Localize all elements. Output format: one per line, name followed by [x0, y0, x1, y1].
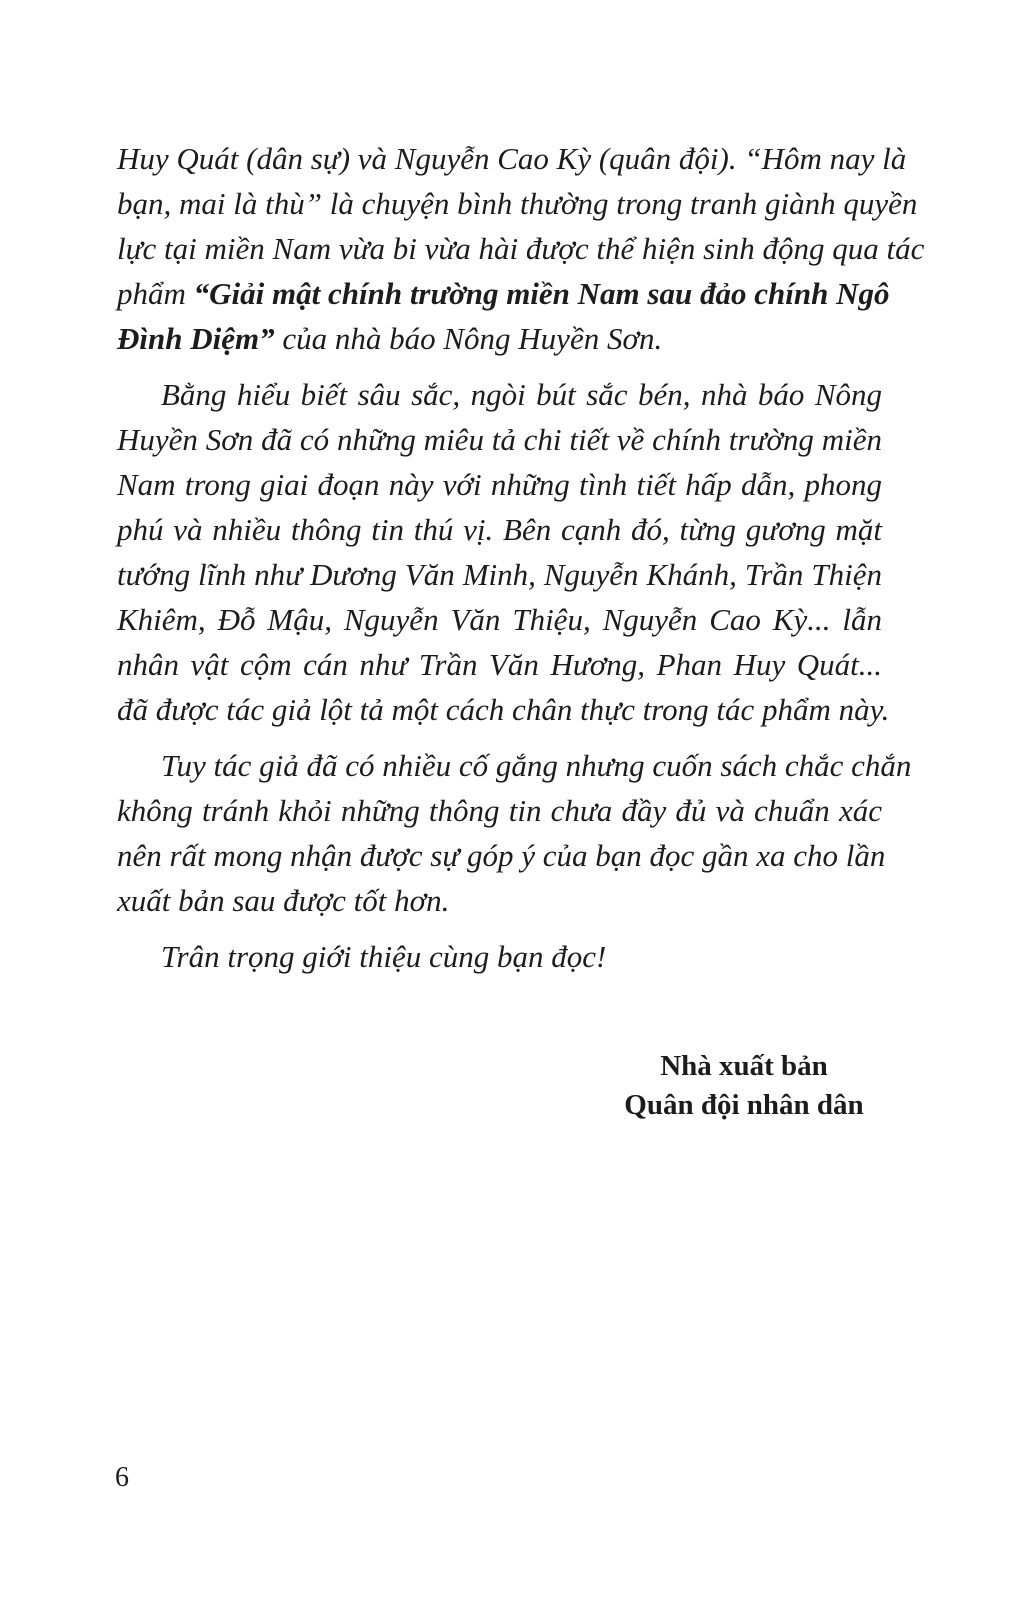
signature-line-1: Nhà xuất bản — [660, 1050, 828, 1082]
body-text — [117, 136, 925, 979]
page-number: 6 — [115, 1462, 129, 1493]
text-line: nhân vật cộm cán như Trần Văn Hương, Phan Huy Quát... — [117, 647, 882, 682]
publisher-signature — [594, 1047, 894, 1125]
closing-line: Trân trọng giới thiệu cùng bạn đọc! — [161, 939, 607, 974]
paragraph-3 — [117, 743, 912, 923]
text-fragment: phẩm — [117, 276, 194, 311]
text-line: xuất bản sau được tốt hơn. — [117, 883, 450, 918]
text-line: Huyền Sơn đã có những miêu tả chi tiết về chính trường miền — [117, 422, 882, 457]
paragraph-1 — [117, 136, 925, 361]
text-line — [117, 316, 882, 361]
paragraph-spacing — [117, 361, 882, 372]
text-line: Nam trong giai đoạn này với những tình tiết hấp dẫn, phong — [117, 467, 882, 502]
text-line: đã được tác giả lột tả một cách chân thực trong tác phẩm này. — [117, 692, 890, 727]
text-line: Huy Quát (dân sự) và Nguyễn Cao Kỳ (quân đội). “Hôm nay là — [117, 141, 907, 176]
text-line: Khiêm, Đỗ Mậu, Nguyễn Văn Thiệu, Nguyễn Cao Kỳ... lẫn — [117, 602, 882, 637]
paragraph-spacing — [117, 732, 882, 743]
text-fragment: của nhà báo Nông Huyền Sơn. — [274, 321, 663, 356]
text-line: tướng lĩnh như Dương Văn Minh, Nguyễn Khánh, Trần Thiện — [117, 557, 882, 592]
text-line: phú và nhiều thông tin thú vị. Bên cạnh đó, từng gương mặt — [117, 512, 882, 547]
text-line: Bằng hiểu biết sâu sắc, ngòi bút sắc bén, nhà báo Nông — [161, 377, 882, 412]
text-line: không tránh khỏi những thông tin chưa đầy đủ và chuẩn xác — [117, 793, 882, 828]
text-line: bạn, mai là thù” là chuyện bình thường trong tranh giành quyền — [117, 186, 918, 221]
paragraph-4 — [117, 934, 882, 979]
book-title-part-2: Đình Diệm” — [117, 321, 275, 356]
text-line: nên rất mong nhận được sự góp ý của bạn đọc gần xa cho lần — [117, 838, 886, 873]
paragraph-spacing — [117, 923, 882, 934]
paragraph-2 — [117, 372, 890, 732]
text-line: Tuy tác giả đã có nhiều cố gắng nhưng cuốn sách chắc chắn — [161, 748, 912, 783]
book-title-part-1: “Giải mật chính trường miền Nam sau đảo chính Ngô — [193, 276, 890, 311]
text-line: lực tại miền Nam vừa bi vừa hài được thể hiện sinh động qua tác — [117, 231, 925, 266]
text-line — [117, 271, 890, 316]
signature-line-2: Quân đội nhân dân — [624, 1089, 864, 1121]
